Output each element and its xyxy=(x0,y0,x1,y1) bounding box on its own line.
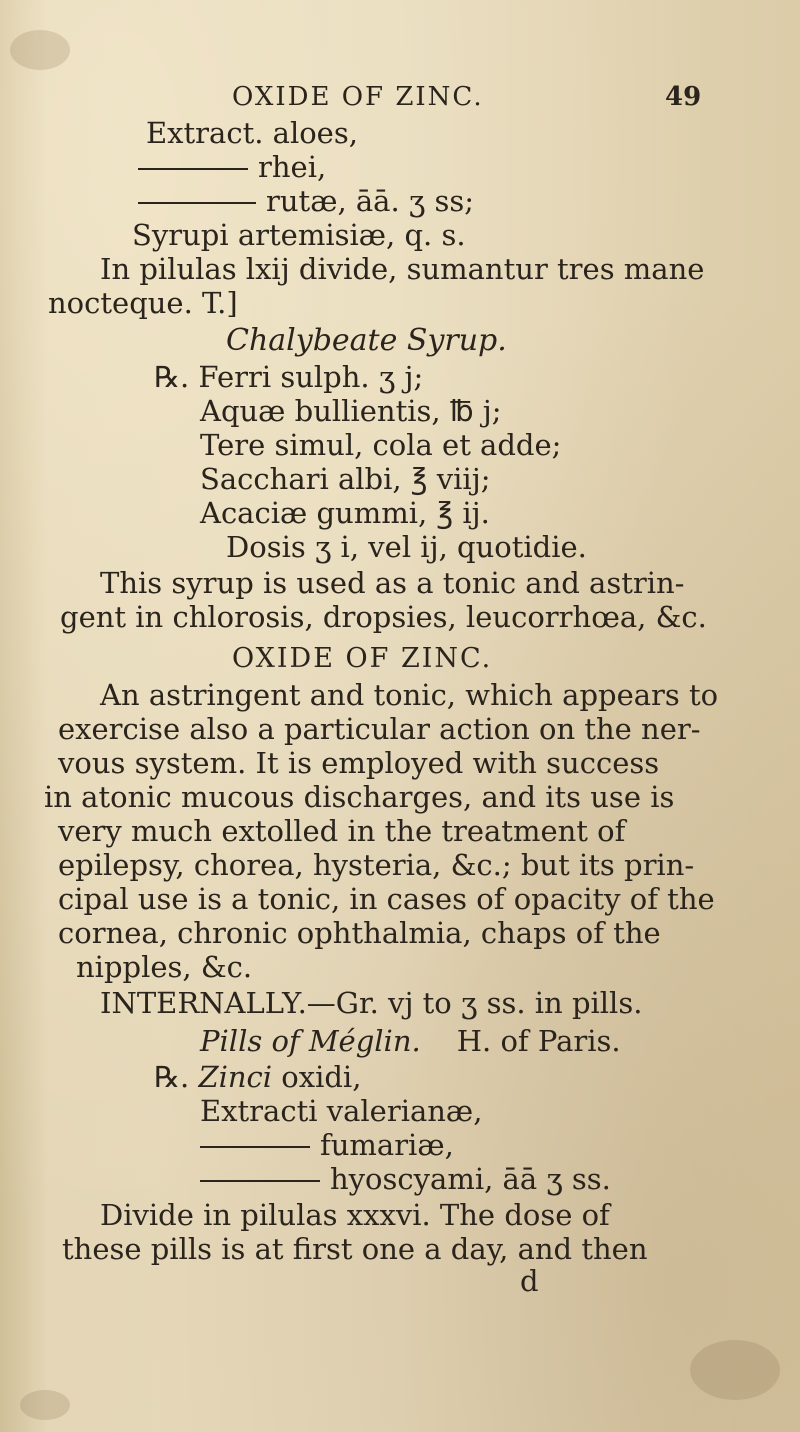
text-line: Syrupi artemisiæ, q. s. xyxy=(132,218,466,252)
running-header: OXIDE OF ZINC. xyxy=(232,82,484,112)
ditto-dash xyxy=(138,202,256,204)
paper-stain xyxy=(690,1340,780,1400)
paper-stain xyxy=(20,1390,70,1420)
paragraph-line: epilepsy, chorea, hysteria, &c.; but its prin- xyxy=(58,848,695,882)
section-heading: Chalybeate Syrup. xyxy=(226,323,507,358)
paragraph-line: This syrup is used as a tonic and astrin- xyxy=(100,566,685,600)
paragraph-line: exercise also a particular action on the ner- xyxy=(58,712,701,746)
prescription-line: Extracti valerianæ, xyxy=(200,1094,483,1128)
prescription-line: ℞. Ferri sulph. ʒ j; xyxy=(154,360,424,394)
text-line: rhei, xyxy=(138,150,326,184)
prescription-line: Aquæ bullientis, ℔ j; xyxy=(200,394,502,428)
section-heading: Pills of Méglin. H. of Paris. xyxy=(200,1024,621,1058)
text-line: rutæ, āā. ʒ ss; xyxy=(138,184,474,218)
prescription-line: Sacchari albi, ℥ viij; xyxy=(200,462,491,496)
paragraph-line: very much extolled in the treatment of xyxy=(58,814,626,848)
paragraph-line: cornea, chronic ophthalmia, chaps of the xyxy=(58,916,661,950)
paragraph-line: vous system. It is employed with success xyxy=(58,746,660,780)
text-line: In pilulas lxij divide, sumantur tres mane xyxy=(100,252,705,286)
paragraph-line: gent in chlorosis, dropsies, leucorrhœa, &c. xyxy=(60,600,707,634)
paragraph-line: these pills is at first one a day, and then xyxy=(62,1232,648,1266)
page-number: 49 xyxy=(665,82,702,112)
prescription-line: Acaciæ gummi, ℥ ij. xyxy=(200,496,490,530)
paragraph-line: An astringent and tonic, which appears to xyxy=(100,678,719,712)
prescription-line: fumariæ, xyxy=(200,1128,454,1162)
paragraph-line: nipples, &c. xyxy=(76,950,253,984)
ditto-dash xyxy=(200,1146,310,1148)
paragraph-line: in atonic mucous discharges, and its use is xyxy=(44,780,675,814)
text-line: Extract. aloes, xyxy=(146,116,358,150)
prescription-line: Dosis ʒ i, vel ij, quotidie. xyxy=(226,530,587,564)
prescription-line: hyoscyami, āā ʒ ss. xyxy=(200,1162,611,1196)
paragraph-line: cipal use is a tonic, in cases of opacity of the xyxy=(58,882,715,916)
paper-stain xyxy=(10,30,70,70)
prescription-line: ℞. Zinci oxidi, xyxy=(154,1060,362,1094)
signature-mark: d xyxy=(520,1264,539,1298)
prescription-line: Tere simul, cola et adde; xyxy=(200,428,562,462)
text-line: nocteque. T.] xyxy=(48,286,238,320)
ditto-dash xyxy=(138,168,248,170)
section-heading: OXIDE OF ZINC. xyxy=(232,643,493,674)
paragraph-line: Divide in pilulas xxxvi. The dose of xyxy=(100,1198,610,1232)
paragraph-line: INTERNALLY.—Gr. vj to ʒ ss. in pills. xyxy=(100,986,643,1020)
ditto-dash xyxy=(200,1180,320,1182)
